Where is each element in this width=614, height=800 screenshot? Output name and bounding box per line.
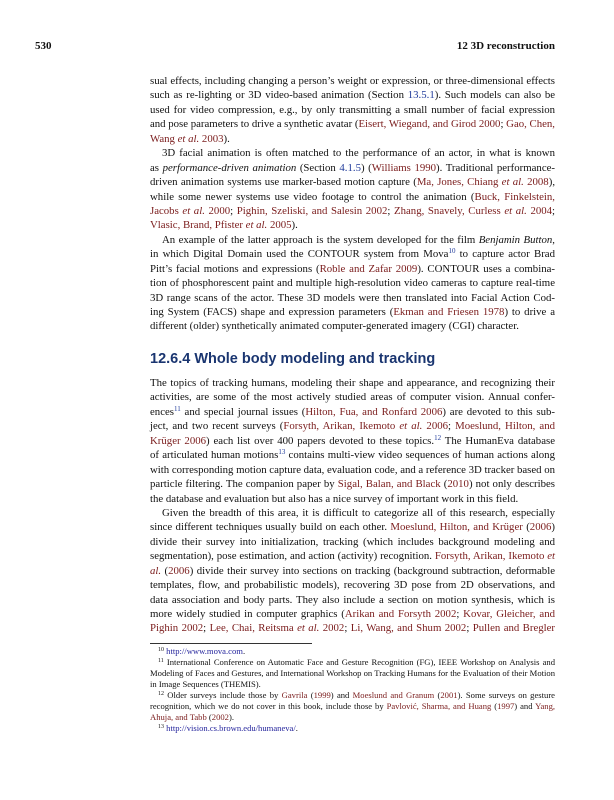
text-run: Given the breadth of this area, it is difficult to categorize all of this research, especially — [162, 506, 555, 519]
text-run: and special journal issues ( — [180, 405, 306, 418]
footnote-line — [150, 712, 555, 723]
running-header-chapter: 12 3D reconstruction — [456, 40, 555, 52]
citation-link[interactable]: 1999 — [313, 690, 331, 700]
citation-link[interactable]: 1997 — [497, 701, 515, 711]
text-run: 3D facial animation is often matched to the performance of an actor, in what is known — [162, 147, 555, 160]
text-run: ences — [150, 405, 174, 418]
text-run: ) are devoted to this sub- — [442, 405, 555, 418]
citation-link[interactable]: Wang — [150, 132, 178, 145]
footnote-marker[interactable]: 12 — [158, 691, 164, 697]
text-run: (Section — [296, 161, 340, 174]
citation-link[interactable]: Kovar, Gleicher, and — [463, 608, 556, 620]
section-heading: 12.6.4 Whole body modeling and tracking — [150, 351, 436, 367]
footnote-line — [150, 679, 555, 690]
footnote-marker[interactable]: 10 — [448, 247, 456, 256]
text-run: segmentation), pose estimation, and action (activity) recognition. — [150, 550, 435, 563]
citation-link[interactable]: Ekman and Friesen 1978 — [393, 306, 505, 318]
text-run: . — [295, 723, 298, 733]
text-run: ; — [500, 118, 507, 131]
citation-link[interactable]: Ahuja, and Tabb — [150, 712, 207, 722]
text-line — [150, 419, 555, 433]
citation-link[interactable]: Vlasic, Brand, Pfister — [150, 219, 246, 232]
text-line — [150, 376, 555, 390]
text-run: ). CONTOUR uses a combina- — [417, 262, 555, 275]
section-crossref-link[interactable]: 4.1.5 — [339, 161, 361, 174]
emphasis-text: performance-driven animation — [162, 161, 297, 174]
footnote-line — [150, 723, 555, 734]
text-run: . — [242, 646, 246, 656]
text-run: ). — [228, 712, 234, 722]
text-run: used for video compression, e.g., by only transmitting a small number of facial expression — [150, 103, 555, 116]
citation-link[interactable]: 2006 — [168, 564, 190, 577]
text-run: ( — [206, 712, 212, 722]
citation-link[interactable]: Pighin 2002 — [150, 622, 204, 635]
text-run: in Image Sequences (THEMIS). — [150, 679, 261, 689]
text-line — [150, 204, 555, 218]
citation-link[interactable]: al. — [150, 564, 162, 577]
citation-link[interactable]: 2004 — [526, 204, 553, 217]
text-line — [150, 132, 555, 146]
footnote-marker[interactable]: 13 — [158, 724, 164, 730]
text-run: ) each list over 400 papers devoted to these topics. — [206, 434, 435, 447]
citation-link[interactable]: Krüger 2006 — [150, 434, 207, 447]
citation-link[interactable]: Williams 1990 — [371, 161, 437, 174]
citation-link[interactable]: et al. — [501, 176, 524, 189]
text-run: ). — [223, 132, 230, 145]
text-run: since different techniques usually build on each other. — [150, 521, 391, 534]
citation-link[interactable]: Hilton, Fua, and Ronfard 2006 — [305, 405, 443, 418]
text-run: ; — [448, 420, 456, 433]
citation-link[interactable]: Forsyth, Arikan, Ikemoto — [434, 550, 548, 563]
footnote-line — [150, 646, 555, 657]
text-run: Pitt’s facial motions and expressions ( — [150, 262, 320, 275]
text-line — [150, 477, 555, 491]
text-run: ; — [203, 622, 210, 635]
text-run: ) not only describes — [468, 478, 556, 491]
text-run: ; — [552, 204, 556, 217]
text-line — [150, 291, 555, 305]
citation-link[interactable]: Pullen and Bregler — [472, 622, 556, 635]
text-run: divide their survey into initialization, tracking (which includes background modeling and — [150, 535, 555, 548]
citation-link[interactable]: Roble and Zafar 2009 — [319, 262, 418, 275]
text-run: ; — [344, 622, 351, 635]
page-number: 530 — [35, 40, 52, 52]
citation-link[interactable]: et — [547, 550, 556, 563]
footnote-line — [150, 657, 555, 668]
text-line — [150, 305, 555, 319]
text-run: An example of the latter approach is the system developed for the film — [162, 233, 479, 246]
text-run: ( — [440, 478, 448, 491]
text-run: ( — [434, 690, 441, 700]
text-run: different (older) synthetically animated computer-generated imagery (CGI) character. — [150, 320, 519, 333]
text-run: ing System (FACS) shape and expression parameters ( — [150, 306, 394, 318]
text-run: with corresponding motion capture data, evaluation code, and a reference 3D tracker based on — [150, 463, 555, 476]
text-run: ), — [548, 176, 556, 189]
citation-link[interactable]: Buck, Finkelstein, — [474, 190, 555, 203]
citation-link[interactable]: Pighin, Szeliski, and Salesin 2002 — [236, 204, 388, 217]
footnote-line — [150, 701, 555, 712]
section-crossref-link[interactable]: 13.5.1 — [407, 89, 435, 102]
text-run: particle filtering. The companion paper by — [150, 478, 338, 491]
citation-link[interactable]: et al. — [399, 420, 423, 433]
text-run: of articulated human motions — [150, 449, 279, 462]
text-line — [150, 247, 555, 261]
text-run: ). Such models can also be — [434, 89, 556, 102]
text-line — [150, 549, 555, 563]
citation-link[interactable]: et al. — [177, 132, 200, 145]
text-line — [150, 520, 555, 534]
citation-link[interactable]: et al. — [182, 204, 205, 217]
text-run: ) ( — [360, 161, 372, 174]
text-run: ; — [456, 608, 464, 620]
text-line — [150, 448, 555, 462]
text-line — [150, 405, 555, 419]
text-line — [150, 593, 555, 607]
text-run: The topics of tracking humans, modeling their shape and appearance, and recognizing their — [150, 377, 555, 389]
text-line — [150, 276, 555, 290]
text-line — [150, 390, 555, 404]
text-run: to capture actor Brad — [455, 248, 555, 261]
citation-link[interactable]: Yang, — [535, 701, 556, 711]
text-run: tion of phosphorescent paint and multiple high-resolution video cameras to capture real-time — [150, 277, 555, 290]
citation-link[interactable]: 2002 — [319, 622, 345, 635]
text-run: ) divide their survey into sections on tracking (background subtraction, deformable — [189, 564, 556, 577]
citation-link[interactable]: Zhang, Snavely, Curless — [394, 204, 505, 217]
footnotes — [150, 646, 555, 734]
citation-link[interactable]: Sigal, Balan, and Black — [337, 478, 441, 491]
text-run: recognition, which we do not cover in this book, include those by — [150, 701, 387, 711]
text-run: such as re-lighting or 3D video-based animation (Section — [150, 89, 408, 102]
text-line — [150, 161, 555, 175]
text-run: , — [552, 233, 555, 246]
citation-link[interactable]: Forsyth, Arikan, Ikemoto — [283, 420, 400, 433]
text-run: ) and — [514, 701, 536, 711]
citation-link[interactable]: et al. — [297, 622, 320, 635]
footnote-divider — [150, 643, 312, 644]
citation-link[interactable]: Ma, Jones, Chiang — [416, 176, 502, 189]
footnote-marker[interactable]: 12 — [434, 433, 442, 442]
text-run: as — [150, 161, 163, 174]
text-run: ) to drive a — [504, 306, 556, 318]
text-line — [150, 233, 555, 247]
text-run: while some newer systems use video footage to control the animation ( — [150, 190, 475, 203]
text-line — [150, 434, 555, 448]
text-line — [150, 74, 555, 88]
citation-link[interactable]: 2002 — [211, 712, 229, 722]
text-run: ; — [466, 622, 473, 635]
text-run: contains multi-view video sequences of human actions along — [285, 449, 555, 462]
text-run: Modeling of Faces and Gestures, and International Workshop on Tracking Humans for the Evaluation of their Motion — [150, 668, 555, 678]
text-run: ject, and two recent surveys ( — [150, 420, 284, 433]
footnote-marker[interactable]: 10 — [158, 647, 164, 653]
text-run: ) — [551, 521, 555, 534]
text-line — [150, 578, 555, 592]
citation-link[interactable]: Moeslund and Granum — [352, 690, 435, 700]
text-run: ( — [307, 690, 314, 700]
text-run: ) and — [330, 690, 353, 700]
text-run: in which Digital Domain used the CONTOUR system from Mova — [150, 248, 449, 261]
citation-link[interactable]: Eisert, Wiegand, and Girod 2000 — [358, 118, 501, 131]
text-run: ( — [491, 701, 498, 711]
text-line — [150, 190, 555, 204]
text-run: ). Traditional performance- — [436, 161, 556, 174]
citation-link[interactable]: 2003 — [199, 132, 224, 145]
citation-link[interactable]: Gavrila — [281, 690, 308, 700]
text-run: ). Some surveys on gesture — [457, 690, 556, 700]
citation-link[interactable]: Jacobs — [150, 204, 183, 217]
text-line — [150, 319, 555, 333]
citation-link[interactable]: Arikan and Forsyth 2002 — [344, 608, 457, 620]
footnote-line — [150, 690, 555, 701]
text-line — [150, 262, 555, 276]
text-run: templates, flow, and probabilistic models), recovering 3D pose from 2D observations, and — [150, 579, 555, 592]
text-line — [150, 218, 555, 232]
text-run: the database and evaluation but also has a nice survey of important work in this field. — [150, 492, 519, 505]
citation-link[interactable]: et al. — [245, 219, 268, 232]
text-run: activities, are some of the most actively studied areas of computer vision. Annual confer- — [150, 391, 555, 404]
text-line — [150, 607, 555, 621]
body-text-bottom — [150, 376, 555, 636]
text-line — [150, 564, 555, 578]
citation-link[interactable]: Pavlović, Sharma, and Huang — [386, 701, 492, 711]
text-run: The HumanEva database — [441, 434, 555, 447]
text-run: and pose parameters to drive a synthetic avatar ( — [150, 118, 359, 131]
text-run: more widely studied in computer graphics ( — [150, 608, 345, 620]
text-run: data association and body parts. They also include a section on motion synthesis, which is — [150, 593, 555, 606]
text-run: Older surveys include those by — [164, 690, 282, 700]
text-line — [150, 535, 555, 549]
text-line — [150, 88, 555, 102]
citation-link[interactable]: 2008 — [523, 176, 549, 189]
text-line — [150, 117, 555, 131]
text-run: driven animation systems use marker-based motion capture ( — [150, 176, 417, 189]
citation-link[interactable]: Gao, Chen, — [506, 118, 555, 131]
text-run: ; — [230, 204, 237, 217]
emphasis-text: Benjamin Button — [478, 233, 553, 246]
citation-link[interactable]: Moeslund, Hilton, and — [455, 420, 556, 433]
citation-link[interactable]: et al. — [504, 204, 527, 217]
citation-link[interactable]: 2010 — [447, 478, 469, 491]
citation-link[interactable]: Li, Wang, and Shum 2002 — [350, 622, 467, 635]
url-link[interactable]: http://vision.cs.brown.edu/humaneva/ — [166, 723, 296, 733]
footnote-line — [150, 668, 555, 679]
text-line — [150, 146, 555, 160]
text-run: ( — [161, 564, 169, 577]
footnote-marker[interactable]: 11 — [158, 658, 164, 664]
text-line — [150, 463, 555, 477]
text-run: International Conference on Automatic Face and Gesture Recognition (FG), IEEE Workshop on Analysis and — [163, 657, 555, 667]
citation-link[interactable]: Moeslund, Hilton, and Krüger — [390, 521, 523, 534]
text-run: sual effects, including changing a person’s weight or expression, or three-dimensional effects — [150, 75, 555, 87]
citation-link[interactable]: 2001 — [440, 690, 458, 700]
footnote-marker[interactable]: 11 — [173, 404, 181, 413]
text-line — [150, 492, 555, 506]
text-run: ). — [291, 219, 298, 232]
text-line — [150, 175, 555, 189]
text-run: ; — [387, 204, 395, 217]
text-line — [150, 621, 555, 635]
citation-link[interactable]: 2006 — [529, 521, 552, 534]
text-line — [150, 506, 555, 520]
text-line — [150, 103, 555, 117]
url-link[interactable]: http://www.mova.com — [166, 646, 243, 656]
citation-link[interactable]: 2000 — [204, 204, 231, 217]
citation-link[interactable]: 2006 — [422, 420, 449, 433]
text-run: 3D range scans of the actor. These 3D models were then translated into Facial Action Cod- — [150, 291, 555, 304]
citation-link[interactable]: Lee, Chai, Reitsma — [209, 622, 298, 635]
body-text-top — [150, 74, 555, 334]
footnote-marker[interactable]: 13 — [278, 448, 286, 457]
citation-link[interactable]: 2005 — [267, 219, 292, 232]
text-run: ( — [522, 521, 530, 534]
